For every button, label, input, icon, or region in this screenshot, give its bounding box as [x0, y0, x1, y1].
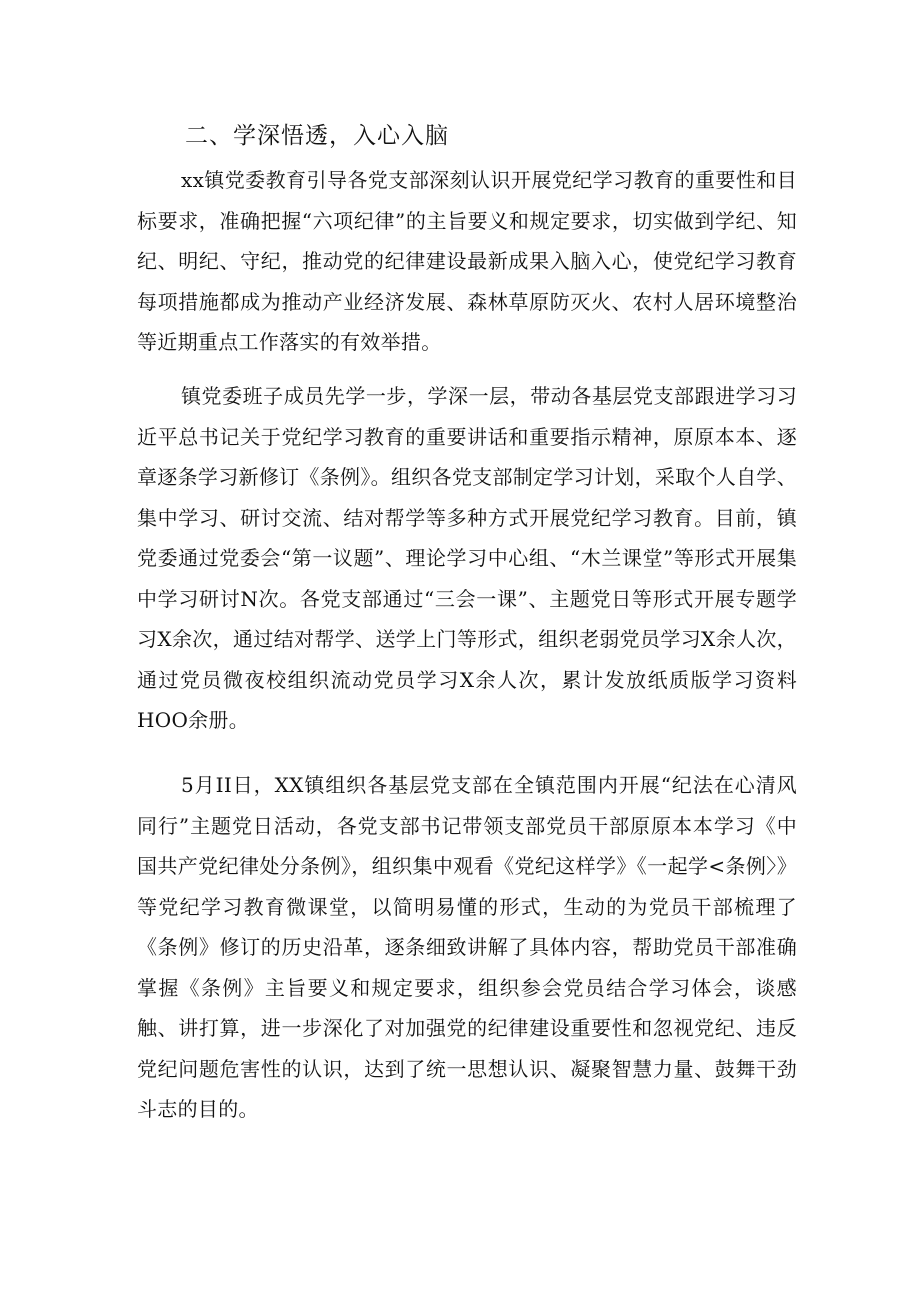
paragraph-3: 5月II日，XX镇组织各基层党支部在全镇范围内开展“纪法在心清风同行”主题党日活动，各党支部书记带领支部党员干部原原本本学习《中国共产党纪律处分条例》，组织集中观看《党纪这样学》《一起学<条例〉》等党纪学习教育微课堂，以简明易懂的形式，生动的为党员干部梳理了《条例》修订的历史沿革，逐条细致讲解了具体内容，帮助党员干部准确掌握《条例》主旨要义和规定要求，组织参会党员结合学习体会，谈感触、讲打算，进一步深化了对加强党的纪律建设重要性和忽视党纪、违反党纪问题危害性的认识，达到了统一思想认识、凝聚智慧力量、鼓舞干劲斗志的目的。: [137, 773, 797, 1121]
paragraph-1: xx镇党委教育引导各党支部深刻认识开展党纪学习教育的重要性和目标要求，准确把握“六项纪律”的主旨要义和规定要求，切实做到学纪、知纪、明纪、守纪，推动党的纪律建设最新成果入脑入心，使党纪学习教育每项措施都成为推动产业经济发展、森林草原防灭火、农村人居环境整治等近期重点工作落实的有效举措。: [137, 168, 797, 354]
section-heading: 二、学深悟透，入心入脑: [185, 123, 449, 149]
paragraph-2: 镇党委班子成员先学一步，学深一层，带动各基层党支部跟进学习习近平总书记关于党纪学习教育的重要讲话和重要指示精神，原原本本、逐章逐条学习新修订《条例》。组织各党支部制定学习计划，采取个人自学、集中学习、研讨交流、结对帮学等多种方式开展党纪学习教育。目前，镇党委通过党委会“第一议题”、理论学习中心组、“木兰课堂”等形式开展集中学习研讨N次。各党支部通过“三会一课”、主题党日等形式开展专题学习X余次，通过结对帮学、送学上门等形式，组织老弱党员学习X余人次，通过党员微夜校组织流动党员学习X余人次，累计发放纸质版学习资料HOO余册。: [137, 384, 797, 732]
